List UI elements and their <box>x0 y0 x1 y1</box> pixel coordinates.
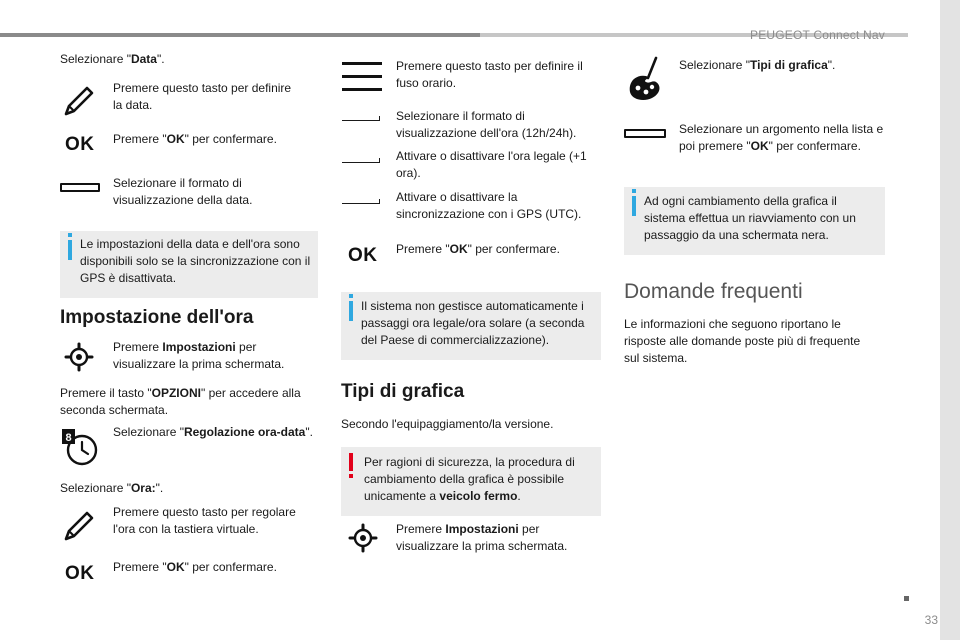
page-number: 33 <box>924 613 938 627</box>
step-options: Premere il tasto "OPZIONI" per accedere alla seconda schermata. <box>60 386 301 417</box>
intro-select-data: Selezionare "Data". <box>60 52 165 66</box>
info-mark-dot <box>349 294 353 298</box>
warning-text: Per ragioni di sicurezza, la procedura di cambiamento della grafica è possibile unicamente a veicolo fermo. <box>364 455 575 503</box>
note-dst-text: Il sistema non gestisce automaticamente i passaggi ora legale/ora solare (a seconda del Paese di commercializzazione). <box>361 299 585 347</box>
step-settings: Premere Impostazioni per visualizzare la prima schermata. <box>396 522 568 553</box>
step-format-date: Selezionare il formato di visualizzazione della data. <box>113 176 253 207</box>
info-icon <box>349 301 353 321</box>
section-title-graphics: Tipi di grafica <box>341 381 465 402</box>
section-title-faq: Domande frequenti <box>624 280 803 303</box>
equip-version-note: Secondo l'equipaggiamento/la versione. <box>341 417 554 431</box>
note-date-text: Le impostazioni della data e dell'ora sono disponibili solo se la sincronizzazione con il GPS è disattivata. <box>80 237 311 285</box>
step-time-format: Selezionare il formato di visualizzazione dell'ora (12h/24h). <box>396 109 577 140</box>
page-edge-strip <box>940 0 960 640</box>
info-icon <box>68 240 72 260</box>
step-settings: Premere Impostazioni per visualizzare la prima schermata. <box>113 340 285 371</box>
warning-icon <box>349 453 353 471</box>
section-title-time: Impostazione dell'ora <box>60 307 254 328</box>
brand-label: PEUGEOT Connect Nav <box>750 28 885 42</box>
info-note-date <box>60 231 318 298</box>
step-select-topic: Selezionare un argomento nella lista e poi premere "OK" per confermare. <box>679 122 884 153</box>
faq-intro-text: Le informazioni che seguono riportano le risposte alle domande poste più di frequente sul sistema. <box>624 317 861 365</box>
pencil-icon <box>62 84 96 118</box>
timezone-list-icon <box>342 62 382 92</box>
info-note-dst <box>341 292 601 360</box>
gps-sync-toggle-icon <box>342 203 380 204</box>
pencil-icon <box>62 509 96 543</box>
step-edit-date: Premere questo tasto per definire la data. <box>113 81 292 112</box>
note-restart-text: Ad ogni cambiamento della grafica il sistema effettua un riavviamento con un passaggio da una schermata nera. <box>644 194 856 242</box>
select-ora: Selezionare "Ora:". <box>60 481 164 495</box>
info-icon <box>632 196 636 216</box>
step-select-time: Selezionare "Regolazione ora-data". <box>113 425 313 439</box>
end-of-page-mark <box>904 596 909 601</box>
selector-tick <box>379 158 380 163</box>
step-ok-confirm: Premere "OK" per confermare. <box>113 132 277 146</box>
header-rule-left <box>0 33 480 37</box>
step-ok-confirm: Premere "OK" per confermare. <box>113 560 277 574</box>
warning-mark-dot <box>349 474 353 478</box>
gear-icon <box>348 523 378 553</box>
dst-toggle-icon <box>342 162 380 163</box>
gear-icon <box>64 342 94 372</box>
list-selector-icon <box>60 183 100 192</box>
step-edit-time: Premere questo tasto per regolare l'ora con la tastiera virtuale. <box>113 505 296 536</box>
ok-icon: OK <box>65 134 95 155</box>
info-mark-dot <box>68 233 72 237</box>
warning-note <box>341 447 601 516</box>
step-select-theme: Selezionare "Tipi di grafica". <box>679 58 836 72</box>
ok-icon: OK <box>348 245 378 266</box>
info-note-restart <box>624 187 885 255</box>
clock-badge-number: 8 <box>65 432 72 444</box>
time-format-selector-icon <box>342 120 380 121</box>
step-dst: Attivare o disattivare l'ora legale (+1 ora). <box>396 149 587 180</box>
clock-icon <box>61 426 101 468</box>
selector-tick <box>379 116 380 121</box>
step-ok-confirm: Premere "OK" per confermare. <box>396 242 560 256</box>
ok-icon: OK <box>65 563 95 584</box>
selector-tick <box>379 199 380 204</box>
step-timezone: Premere questo tasto per definire il fuso orario. <box>396 59 583 90</box>
info-mark-dot <box>632 189 636 193</box>
list-selector-icon <box>624 129 666 138</box>
step-gps: Attivare o disattivare la sincronizzazione con i GPS (UTC). <box>396 190 582 221</box>
palette-icon <box>626 56 666 104</box>
